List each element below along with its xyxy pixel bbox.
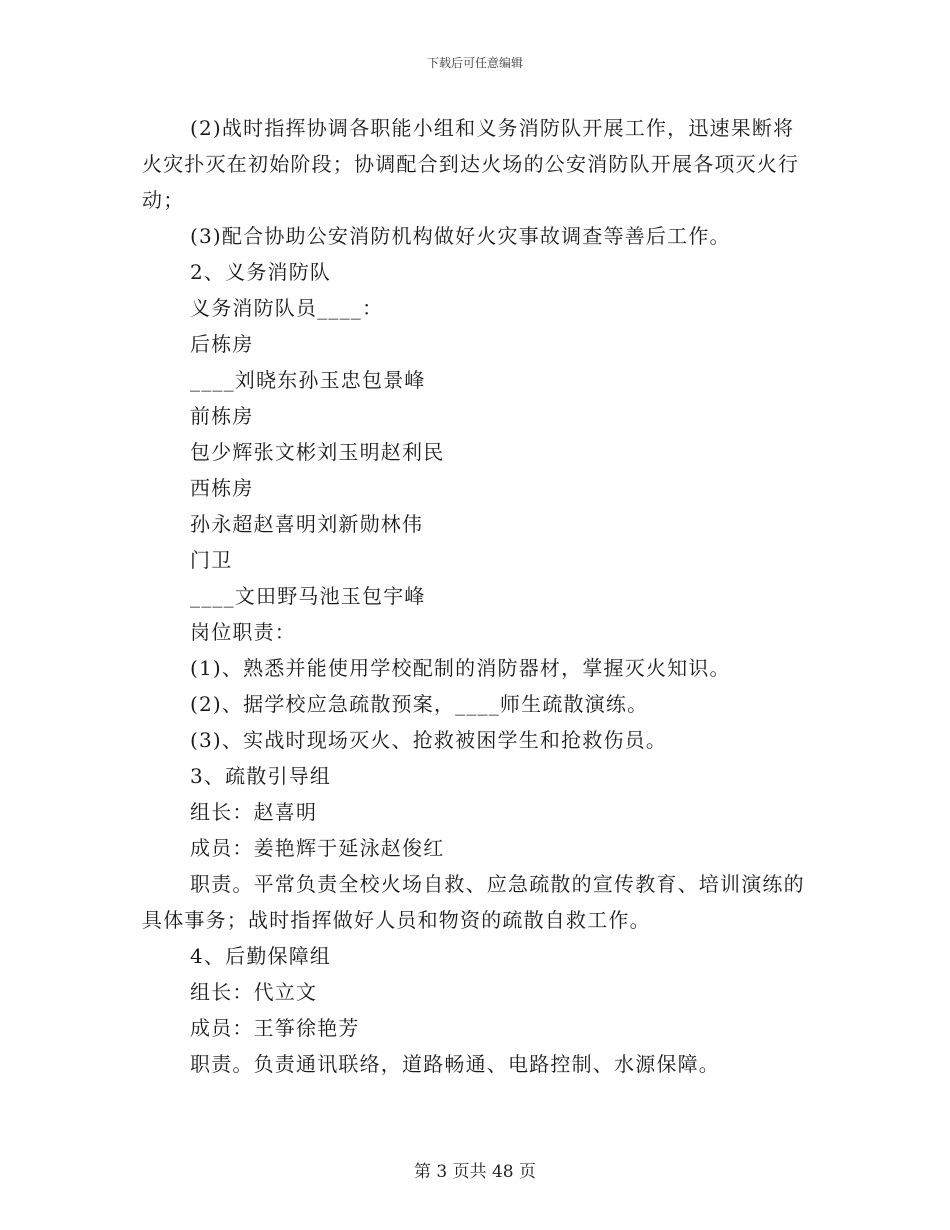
section-heading-logistics-group: 4、后勤保障组 <box>190 944 332 968</box>
logistics-leader: 组长：代立文 <box>190 980 318 1004</box>
document-body <box>142 110 807 1082</box>
building-front-label: 前栋房 <box>190 404 254 428</box>
gatekeeper-label: 门卫 <box>190 548 233 572</box>
building-west-label: 西栋房 <box>190 476 254 500</box>
section-heading-evacuation-group: 3、疏散引导组 <box>190 764 332 788</box>
duty-item-2: (2)、据学校应急疏散预案，____师生疏散演练。 <box>190 692 649 716</box>
logistics-members: 成员：王筝徐艳芳 <box>190 1016 360 1040</box>
volunteer-members-label: 义务消防队员____： <box>190 296 384 320</box>
evacuation-leader: 组长：赵喜明 <box>190 800 318 824</box>
section-heading-volunteer-fire-team: 2、义务消防队 <box>190 260 332 284</box>
building-rear-members: ____刘晓东孙玉忠包景峰 <box>190 368 426 392</box>
page-header: 下载后可任意编辑 <box>426 56 523 70</box>
logistics-duties: 职责。负责通讯联络，道路畅通、电路控制、水源保障。 <box>190 1052 720 1076</box>
paragraph-wartime-command: (2)战时指挥协调各职能小组和义务消防队开展工作，迅速果断将火灾扑灭在初始阶段；协调配合到达火场的公安消防队开展各项灭火行动； <box>142 116 800 212</box>
evacuation-members: 成员：姜艳辉于延泳赵俊红 <box>190 836 445 860</box>
building-front-members: 包少辉张文彬刘玉明赵利民 <box>190 440 445 464</box>
evacuation-duties: 职责。平常负责全校火场自救、应急疏散的宣传教育、培训演练的具体事务；战时指挥做好人员和物资的疏散自救工作。 <box>142 872 805 932</box>
duty-item-3: (3)、实战时现场灭火、抢救被困学生和抢救伤员。 <box>190 728 668 752</box>
duty-item-1: (1)、熟悉并能使用学校配制的消防器材，掌握灭火知识。 <box>190 656 731 680</box>
building-west-members: 孙永超赵喜明刘新勋林伟 <box>190 512 424 536</box>
duties-heading: 岗位职责： <box>190 620 296 644</box>
page-footer: 第 3 页共 48 页 <box>413 1162 537 1182</box>
paragraph-fire-investigation: (3)配合协助公安消防机构做好火灾事故调查等善后工作。 <box>190 224 731 248</box>
building-rear-label: 后栋房 <box>190 332 254 356</box>
gatekeeper-members: ____文田野马池玉包宇峰 <box>190 584 426 608</box>
